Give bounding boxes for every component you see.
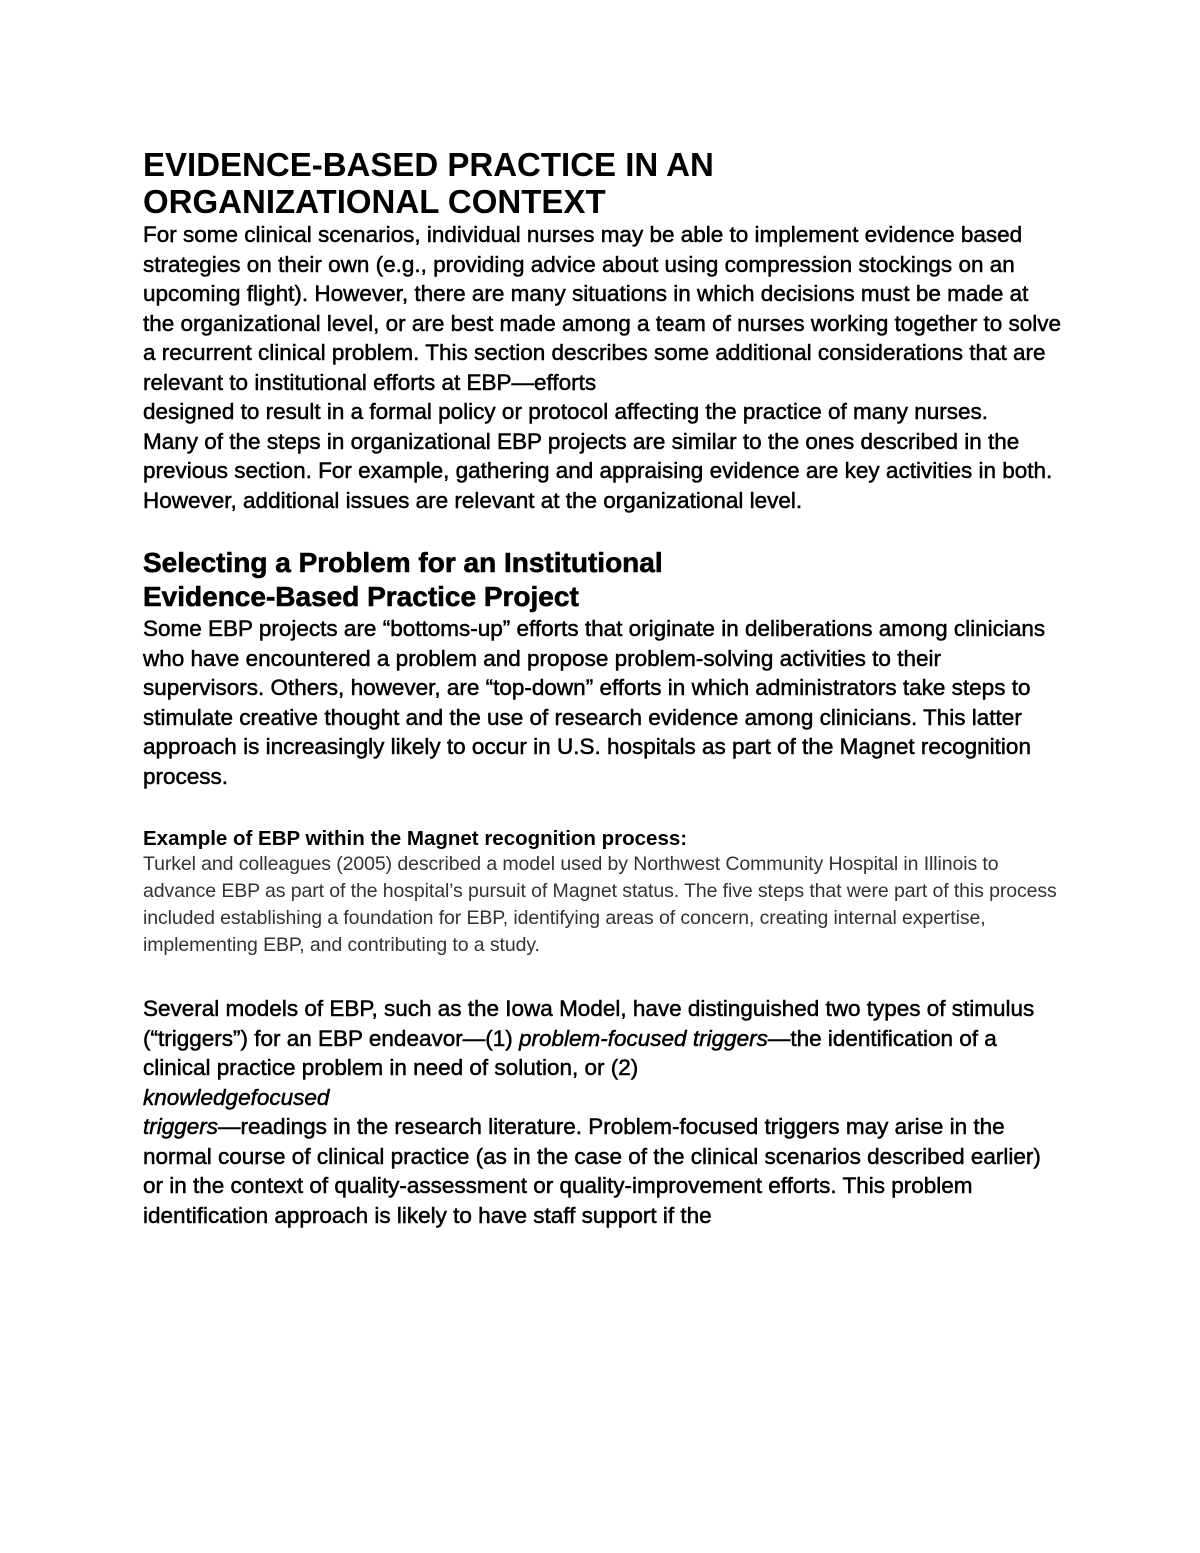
section-heading (143, 546, 1063, 614)
models-paragraph-part-3: —readings in the research literature. Problem-focused triggers may arise in the normal course of clinical practice (as in the case of the clinical scenarios described earlier) or in the context of quality-assessment or quality-improvement efforts. This problem identification approach is likely to have staff support if the (143, 1114, 1041, 1228)
models-paragraph-part-2: —the identification of a clinical practice problem in need of solution, or (2) (143, 1025, 997, 1080)
document-title (143, 146, 1063, 220)
document-page (143, 146, 1063, 1230)
models-paragraph-italic-3: triggers (143, 1114, 219, 1139)
intro-paragraph-1 (143, 220, 1063, 427)
intro-paragraph-2: Many of the steps in organizational EBP projects are similar to the ones described in the previous section. For example, gathering and appraising evidence are key activities in both. However, additional issues are relevant at the organizational level. (143, 428, 1053, 513)
models-paragraph-part-1: Several models of EBP, such as the Iowa Model, have distinguished two types of stimulus (“triggers”) for an EBP endeavor—(1) (143, 996, 1035, 1051)
example-body: Turkel and colleagues (2005) described a model used by Northwest Community Hospital in Illinois to advance EBP as part of the hospital’s pursuit of Magnet status. The five steps that were part of this process included establishing a foundation for EBP, identifying areas of concern, creating internal expertise, implementing EBP, and contributing to a study. (143, 853, 1057, 956)
title-line-1: EVIDENCE-BASED PRACTICE IN AN (143, 146, 714, 183)
models-paragraph (143, 994, 1063, 1230)
intro-paragraph-1-text: For some clinical scenarios, individual nurses may be able to implement evidence based strategies on their own (e.g., providing advice about using compression stockings on an upcoming flight). However, there are many situations in which decisions must be made at the organizational level, or are best made among a team of nurses working together to solve a recurrent clinical problem. This section describes some additional considerations that are relevant to institutional efforts at EBP—efforts (143, 222, 1062, 395)
models-paragraph-italic-1: problem-focused triggers (518, 1025, 768, 1051)
section-heading-line-1: Selecting a Problem for an Institutional (143, 547, 663, 578)
example-heading: Example of EBP within the Magnet recognition process: (143, 827, 688, 850)
intro-paragraph-1-continued: designed to result in a formal policy or protocol affecting the practice of many nurses. (143, 399, 989, 424)
section-heading-line-2: Evidence-Based Practice Project (143, 581, 579, 612)
title-line-2: ORGANIZATIONAL CONTEXT (143, 183, 606, 220)
section-paragraph: Some EBP projects are “bottoms-up” efforts that originate in deliberations among clinicians who have encountered a problem and propose problem-solving activities to their supervisors. Others, however, are “top-down” efforts in which administrators take steps to stimulate creative thought and the use of research evidence among clinicians. This latter approach is increasingly likely to occur in U.S. hospitals as part of the Magnet recognition process. (143, 616, 1046, 789)
models-paragraph-italic-2: knowledgefocused (143, 1084, 330, 1110)
